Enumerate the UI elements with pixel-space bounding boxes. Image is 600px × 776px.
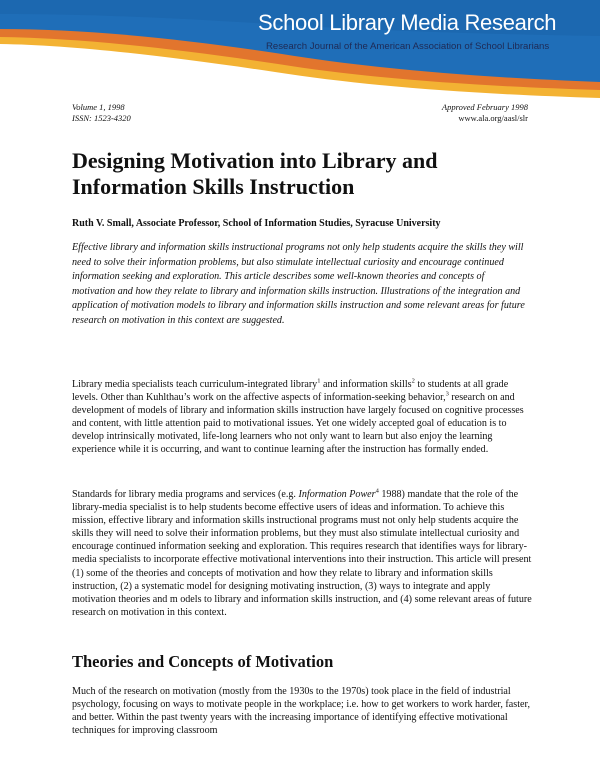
para2-text-a: Standards for library media programs and services (e.g.	[72, 489, 299, 500]
section-heading: Theories and Concepts of Motivation	[72, 652, 334, 671]
author-line: Ruth V. Small, Associate Professor, School of Information Studies, Syracuse University	[72, 218, 441, 229]
para1-text-d: research on and development of models of library and information skills instruction have largely focused on cognitive processes and content, with little attention paid to motivational issues. Yet one widely accepted goal of education is to develop intrinsically motivated, life-long learners who not only want to learn but also enjoy the learning experience while it is occurring, and want to continue learning after the instruction has formally ended.	[72, 392, 524, 456]
issn: ISSN: 1523-4320	[72, 112, 131, 123]
para2-text-b: 1988) mandate that the role of the library-media specialist is to help students become effective users of ideas and information. To achieve this mission, effective library and information skills instructional programs must not only help students acquire the skills they will need to solve their information problems, but they must also stimulate intellectual curiosity and encourage continued information seeking and exploration. This requires research that identifies ways for library-media specialists to incorporate effective motivational interventions into their instruction. This article will present (1) some of the theories and concepts of motivation and how they relate to library and information skills instruction, (2) a systematic model for designing motivating instruction, (3) ways to integrate and apply motivation theories and m odels to library and information skills instruction, and (4) some relevant areas of future research on motivation in this context.	[72, 489, 532, 618]
article-title-line-2: Information Skills Instruction	[72, 174, 355, 199]
article-title-line-1: Designing Motivation into Library and	[72, 148, 438, 173]
footnote-ref-1[interactable]: 1	[317, 377, 321, 385]
footnote-ref-3[interactable]: 3	[445, 390, 449, 398]
journal-title: School Library Media Research	[258, 10, 557, 35]
body-paragraph-1	[72, 378, 533, 457]
footnote-ref-4[interactable]: 4	[375, 487, 379, 495]
body-paragraph-3: Much of the research on motivation (mostly from the 1930s to the 1970s) took place in the field of industrial psychology, focusing on ways to motivate people in the workplace; i.e. how to get workers to work harder, faster, and better. Within the past twenty years with the increasing importance of identifying effective motivational techniques for improving classroom	[72, 686, 530, 737]
abstract: Effective library and information skills instructional programs not only help students acquire the skills they will need to solve their information problems, but also stimulate intellectual curiosity and encourage continued information seeking and exploration. This article describes some well-known theories and concepts of motivation and how they relate to library and information skills instruction. Illustrations of the integration and application of motivation models to library and information skills instruction and some relevant areas for future research on motivation in this context are suggested.	[72, 242, 525, 326]
body-paragraph-2	[72, 488, 533, 619]
volume: Volume 1, 1998	[72, 102, 125, 112]
approval-info	[442, 102, 528, 123]
para1-text-b: and information skills	[320, 379, 412, 390]
article-title	[72, 148, 542, 200]
footnote-ref-2[interactable]: 2	[411, 377, 415, 385]
para1-text-c: to students at all grade levels. Other than Kuhlthau’s work on the affective aspects of information-seeking behavior,	[72, 379, 509, 404]
para2-italic-title: Information Power	[298, 489, 376, 500]
volume-info	[72, 102, 131, 123]
journal-banner	[0, 0, 600, 110]
para1-text-a: Library media specialists teach curriculum-integrated library	[72, 379, 318, 390]
journal-subtitle: Research Journal of the American Association of School Librarians	[266, 41, 550, 52]
approved-date: Approved February 1998	[441, 102, 528, 112]
journal-url[interactable]: www.ala.org/aasl/slr	[458, 112, 528, 123]
